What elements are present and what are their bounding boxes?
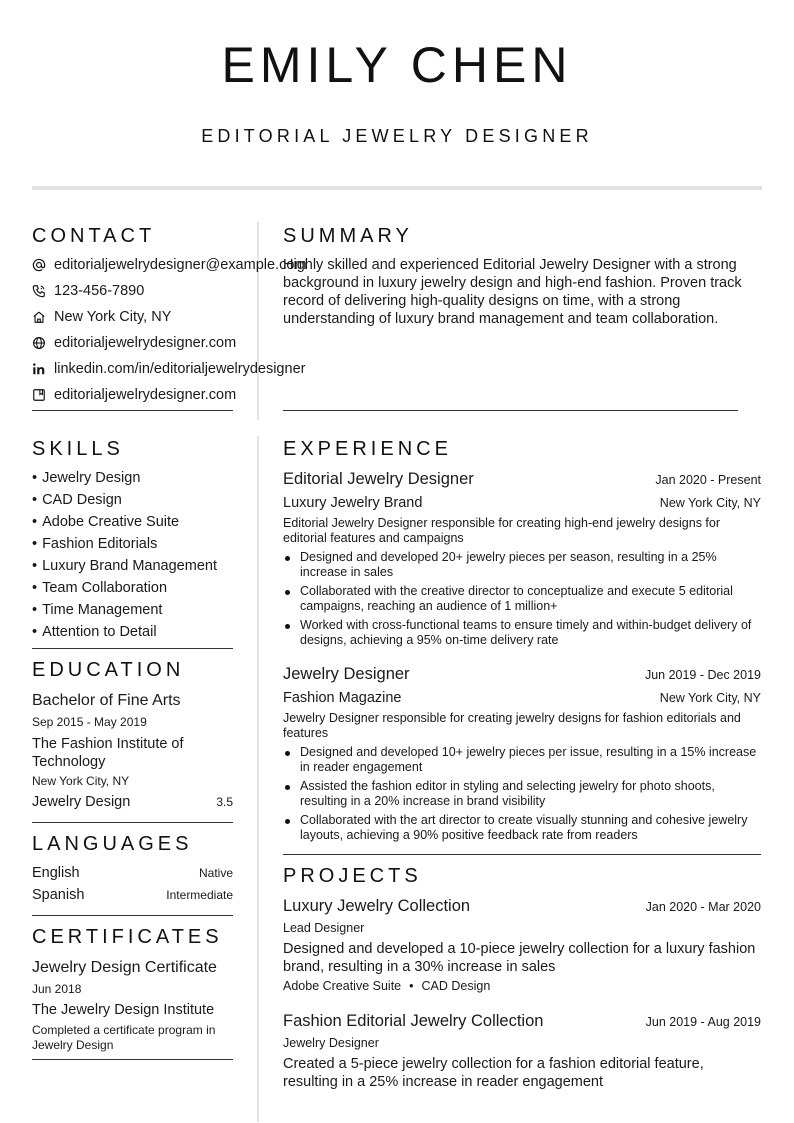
home-icon [32, 310, 46, 324]
skill-item: • Attention to Detail [32, 624, 157, 640]
education-school: The Fashion Institute of Technology [32, 736, 184, 770]
education-major-row [32, 794, 233, 810]
experience-heading: EXPERIENCE [283, 438, 452, 460]
language-row [32, 865, 233, 881]
job-bullets [283, 745, 761, 847]
project-header-row [283, 897, 761, 916]
globe-icon [32, 336, 46, 350]
header-divider [32, 186, 762, 190]
job-location: New York City, NY [659, 691, 761, 705]
education-heading: EDUCATION [32, 659, 185, 681]
phone-icon [32, 284, 46, 298]
job-bullet: Designed and developed 20+ jewelry pieces per season, resulting in a 25% increase in sales [283, 550, 761, 580]
contact-website[interactable]: editorialjewelrydesigner.com [32, 333, 236, 353]
projects-heading: PROJECTS [283, 865, 422, 887]
tag-separator: • [409, 979, 414, 993]
certificates-divider [32, 1059, 233, 1060]
job-company-row [283, 495, 761, 511]
skills-heading: SKILLS [32, 438, 124, 460]
summary-text: Highly skilled and experienced Editorial Jewelry Designer with a strong background in luxury jewelry design and high-end fashion. Proven track record of delivering high-quality designs on time, with a strong understanding of luxury brand management and team collaboration. [283, 257, 742, 327]
project-description: Created a 5-piece jewelry collection for a fashion editorial feature, resulting in a 25% increase in reader engagement [283, 1056, 704, 1090]
job-bullet: Collaborated with the creative director to conceptualize and execute 5 editorial campaigns, reaching an audience of 1 million+ [283, 584, 761, 614]
project-role: Jewelry Designer [283, 1036, 379, 1050]
project-title: Luxury Jewelry Collection [283, 897, 471, 915]
skill-item: • Adobe Creative Suite [32, 514, 179, 530]
contact-location: New York City, NY [32, 307, 171, 327]
job-bullets [283, 550, 761, 652]
job-description: Jewelry Designer responsible for creating jewelry designs for fashion editorials and features [283, 711, 741, 740]
project-description: Designed and developed a 10-piece jewelry collection for a luxury fashion brand, resulting in a 30% increase in sales [283, 941, 756, 975]
education-gpa: 3.5 [216, 795, 233, 809]
job-bullet: Assisted the fashion editor in styling and selecting jewelry for photo shoots, resulting in a 20% increase in brand visibility [283, 779, 761, 809]
language-level: Intermediate [166, 888, 233, 902]
column-divider-bottom [257, 436, 259, 1122]
experience-divider [283, 854, 761, 855]
certificate-issuer: The Jewelry Design Institute [32, 1002, 215, 1018]
skill-item: • Time Management [32, 602, 162, 618]
skill-item: • Team Collaboration [32, 580, 167, 596]
languages-heading: LANGUAGES [32, 833, 193, 855]
language-row [32, 887, 233, 903]
contact-email[interactable]: editorialjewelrydesigner@example.com [32, 255, 306, 275]
project-dates: Jan 2020 - Mar 2020 [645, 900, 761, 914]
skill-item: • Fashion Editorials [32, 536, 157, 552]
project-role: Lead Designer [283, 921, 365, 935]
education-major: Jewelry Design [32, 794, 131, 810]
at-icon [32, 258, 46, 272]
contact-linkedin[interactable]: linkedin.com/in/editorialjewelrydesigner [32, 359, 305, 379]
project-tags [283, 979, 490, 993]
certificate-date: Jun 2018 [32, 982, 82, 996]
summary-divider [283, 410, 738, 411]
skill-item: • CAD Design [32, 492, 122, 508]
job-description: Editorial Jewelry Designer responsible for creating high-end jewelry designs for editorial features and campaigns [283, 516, 721, 545]
job-title: Editorial Jewelry Designer [283, 470, 474, 488]
language-name: English [32, 865, 80, 881]
job-location: New York City, NY [659, 496, 761, 510]
job-header-row [283, 470, 761, 489]
education-dates: Sep 2015 - May 2019 [32, 715, 147, 729]
skill-item: • Jewelry Design [32, 470, 140, 486]
contact-divider [32, 410, 233, 411]
job-dates: Jan 2020 - Present [655, 473, 761, 487]
job-header-row [283, 665, 761, 684]
project-tag: CAD Design [421, 979, 491, 993]
contact-heading: CONTACT [32, 225, 156, 247]
languages-divider [32, 915, 233, 916]
job-bullet: Worked with cross-functional teams to ensure timely and within-budget delivery of designs, achieving a 95% on-time delivery rate [283, 618, 761, 648]
contact-phone[interactable]: 123-456-7890 [32, 281, 144, 301]
job-dates: Jun 2019 - Dec 2019 [644, 668, 761, 682]
education-divider [32, 822, 233, 823]
language-level: Native [198, 866, 233, 880]
certificates-heading: CERTIFICATES [32, 926, 223, 948]
job-title-header: EDITORIAL JEWELRY DESIGNER [201, 126, 593, 146]
contact-portfolio[interactable]: editorialjewelrydesigner.com [32, 385, 236, 405]
project-title: Fashion Editorial Jewelry Collection [283, 1012, 544, 1030]
linkedin-icon [32, 362, 46, 376]
column-divider-top [257, 222, 259, 420]
education-location: New York City, NY [32, 774, 130, 788]
portfolio-icon [32, 388, 46, 402]
project-header-row [283, 1012, 761, 1031]
project-dates: Jun 2019 - Aug 2019 [645, 1015, 761, 1029]
language-name: Spanish [32, 887, 85, 903]
job-bullet: Designed and developed 10+ jewelry pieces per issue, resulting in a 15% increase in reader engagement [283, 745, 761, 775]
job-company-row [283, 690, 761, 706]
job-company: Fashion Magazine [283, 690, 402, 706]
education-degree: Bachelor of Fine Arts [32, 692, 181, 709]
job-company: Luxury Jewelry Brand [283, 495, 423, 511]
candidate-name: EMILY CHEN [221, 37, 573, 93]
job-bullet: Collaborated with the art director to create visually stunning and cohesive jewelry layouts, achieving a 90% positive feedback rate from readers [283, 813, 761, 843]
project-tag: Adobe Creative Suite [283, 979, 402, 993]
skill-item: • Luxury Brand Management [32, 558, 217, 574]
skills-divider [32, 648, 233, 649]
summary-heading: SUMMARY [283, 225, 413, 247]
certificate-description: Completed a certificate program in Jewelry Design [32, 1023, 216, 1052]
job-title: Jewelry Designer [283, 665, 410, 683]
certificate-name: Jewelry Design Certificate [32, 959, 217, 976]
